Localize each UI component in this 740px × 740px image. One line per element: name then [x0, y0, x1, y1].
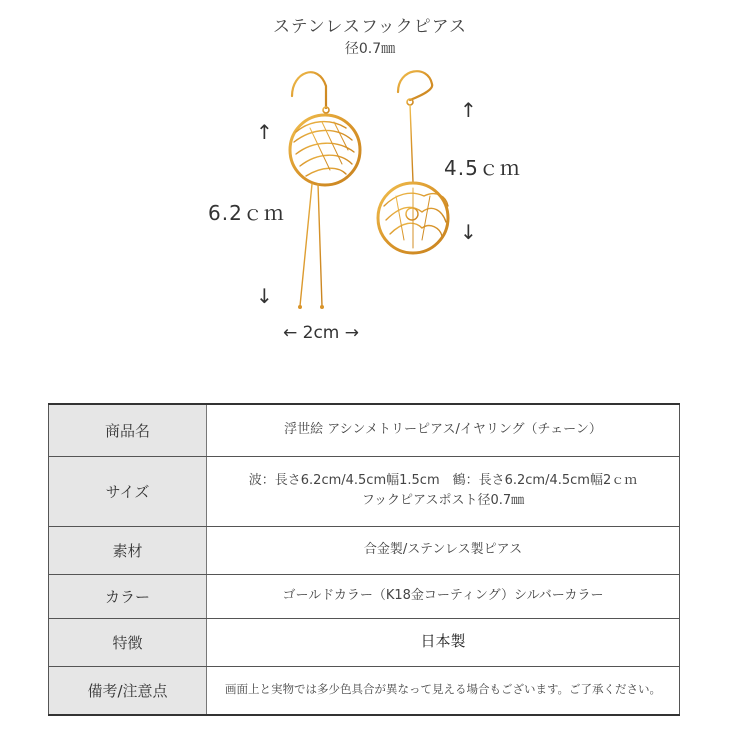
right-length-label: 4.5ｃｍ [444, 156, 521, 180]
spec-value-line: 波：長さ6.2cm/4.5cm幅1.5cm 鶴：長さ6.2cm/4.5cm幅2ｃｍ [248, 472, 638, 488]
spec-table [48, 403, 680, 716]
spec-label: 備考/注意点 [49, 666, 207, 715]
spec-value: 日本製 [207, 618, 680, 666]
spec-label: 商品名 [49, 404, 207, 456]
spec-row-material [49, 526, 680, 574]
spec-label: 素材 [49, 526, 207, 574]
arrow-down-right: ↓ [460, 220, 477, 244]
width-label: ← 2cm → [283, 323, 360, 343]
spec-row-notes [49, 666, 680, 715]
spec-value-line: フックピアスポスト径0.7㎜ [361, 493, 525, 508]
spec-label: 特徴 [49, 618, 207, 666]
spec-value: 画面上と実物では多少色具合が異なって見える場合もございます。ご了承ください。 [207, 666, 680, 715]
left-earring [290, 72, 360, 309]
arrow-down-left: ↓ [256, 284, 273, 308]
spec-row-product-name [49, 404, 680, 456]
spec-label: サイズ [49, 456, 207, 526]
hook-diameter: 径0.7㎜ [344, 41, 396, 57]
hook-title: ステンレスフックピアス [272, 17, 467, 37]
arrow-up-right: ↑ [460, 98, 477, 122]
spec-row-size [49, 456, 680, 526]
right-earring [378, 71, 448, 253]
spec-row-feature [49, 618, 680, 666]
spec-row-color [49, 574, 680, 618]
spec-value [207, 456, 680, 526]
arrow-up-left: ↑ [256, 120, 273, 144]
spec-label: カラー [49, 574, 207, 618]
spec-value: ゴールドカラー（K18金コーティング）シルバーカラー [207, 574, 680, 618]
left-length-label: 6.2ｃｍ [208, 201, 285, 225]
spec-value: 合金製/ステンレス製ピアス [207, 526, 680, 574]
spec-value: 浮世絵 アシンメトリーピアス/イヤリング（チェーン） [207, 404, 680, 456]
